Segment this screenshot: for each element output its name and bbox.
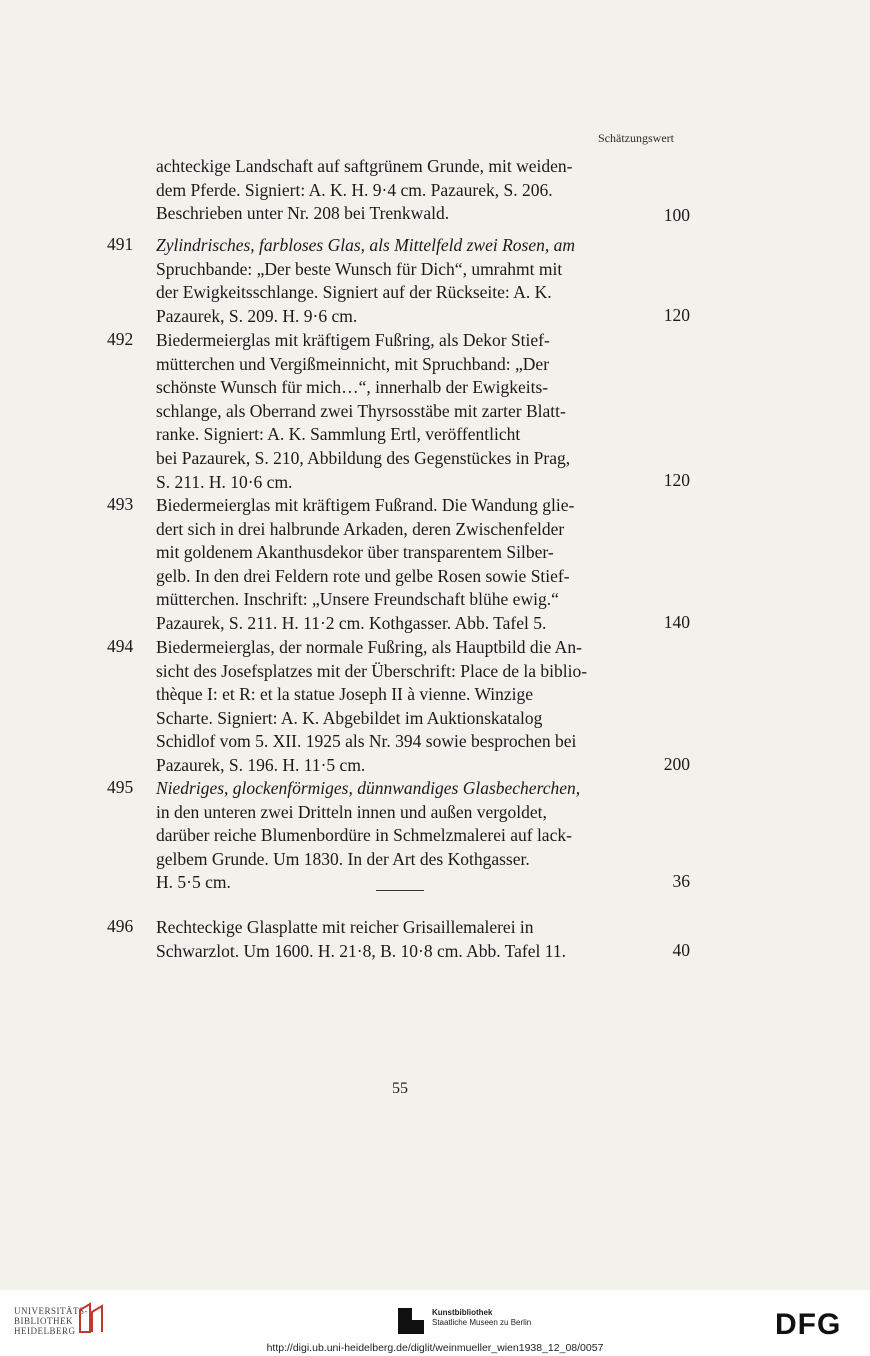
entry-line: Pazaurek, S. 209. H. 9·6 cm. bbox=[156, 305, 358, 326]
entry-number: 495 bbox=[107, 777, 134, 797]
entry-text bbox=[156, 234, 634, 328]
entry-text bbox=[156, 329, 634, 494]
entry-line: ranke. Signiert: A. K. Sammlung Ertl, veröffentlicht bbox=[156, 424, 521, 445]
entry-text bbox=[156, 916, 634, 963]
dfg-logo: DFG bbox=[775, 1308, 842, 1341]
entry-line: Niedriges, glockenförmiges, dünnwandiges Glasbecherchen, bbox=[156, 778, 581, 798]
entry-line: Schwarzlot. Um 1600. H. 21·8, B. 10·8 cm. Abb. Tafel 11. bbox=[156, 940, 566, 961]
entry-number: 494 bbox=[107, 636, 134, 656]
university-line: UNIVERSITÄTS- bbox=[14, 1306, 88, 1316]
entry-line: in den unteren zwei Dritteln innen und außen vergoldet, bbox=[156, 801, 547, 822]
entry-price: 36 bbox=[672, 871, 690, 891]
entry-line: Rechteckige Glasplatte mit reicher Grisaillemalerei in bbox=[156, 917, 534, 937]
entry-line: Zylindrisches, farbloses Glas, als Mittelfeld zwei Rosen, am bbox=[156, 235, 576, 255]
entry-line: mütterchen und Vergißmeinnicht, mit Spruchband: „Der bbox=[156, 353, 550, 374]
entry-line: H. 5·5 cm. bbox=[156, 872, 231, 893]
entry-price: 200 bbox=[663, 754, 690, 774]
entry-line: Spruchbande: „Der beste Wunsch für Dich“, umrahmt mit bbox=[156, 258, 563, 279]
entry-line: schönste Wunsch für mich…“, innerhalb der Ewigkeits- bbox=[156, 377, 549, 398]
kunstbibliothek-logo-icon bbox=[398, 1308, 424, 1334]
university-line: HEIDELBERG bbox=[14, 1326, 76, 1336]
entry-line: sicht des Josefsplatzes mit der Überschrift: Place de la biblio- bbox=[156, 660, 588, 681]
entry-line: Biedermeierglas mit kräftigem Fußring, als Dekor Stief- bbox=[156, 330, 550, 350]
entry-line: dert sich in drei halbrunde Arkaden, deren Zwischenfelder bbox=[156, 518, 565, 539]
entry-line: Scharte. Signiert: A. K. Abgebildet im Auktionskatalog bbox=[156, 707, 543, 728]
university-logo-icon bbox=[76, 1302, 106, 1336]
source-url-link[interactable]: http://digi.ub.uni-heidelberg.de/diglit/weinmueller_wien1938_12_08/0057 bbox=[266, 1342, 604, 1354]
entry-text bbox=[156, 155, 634, 226]
column-header: Schätzungswert bbox=[598, 131, 674, 145]
kunstbibliothek-logo-text bbox=[432, 1308, 531, 1328]
university-line: BIBLIOTHEK bbox=[14, 1316, 73, 1326]
entry-line: bei Pazaurek, S. 210, Abbildung des Gegenstückes in Prag, bbox=[156, 447, 571, 468]
entry-price: 140 bbox=[663, 612, 690, 632]
section-divider bbox=[376, 890, 424, 891]
museum-name: Staatliche Museen zu Berlin bbox=[432, 1318, 532, 1327]
entry-line: Biedermeierglas, der normale Fußring, als Hauptbild die An- bbox=[156, 637, 582, 657]
entry-line: schlange, als Oberrand zwei Thyrsosstäbe mit zarter Blatt- bbox=[156, 400, 566, 421]
entry-text bbox=[156, 494, 634, 636]
entry-text bbox=[156, 636, 634, 778]
entry-line: mit goldenem Akanthusdekor über transparentem Silber- bbox=[156, 542, 554, 563]
entry-line: achteckige Landschaft auf saftgrünem Grunde, mit weiden- bbox=[156, 156, 573, 176]
entry-line: dem Pferde. Signiert: A. K. H. 9·4 cm. Pazaurek, S. 206. bbox=[156, 179, 553, 200]
entry-price: 100 bbox=[663, 205, 690, 225]
page-number: 55 bbox=[392, 1080, 408, 1097]
entry-line: gelb. In den drei Feldern rote und gelbe Rosen sowie Stief- bbox=[156, 565, 570, 586]
entry-line: der Ewigkeitsschlange. Signiert auf der Rückseite: A. K. bbox=[156, 282, 552, 303]
entry-line: gelbem Grunde. Um 1830. In der Art des Kothgasser. bbox=[156, 848, 530, 869]
entry-line: Biedermeierglas mit kräftigem Fußrand. Die Wandung glie- bbox=[156, 495, 575, 515]
entry-number: 492 bbox=[107, 329, 134, 349]
entry-line: Pazaurek, S. 211. H. 11·2 cm. Kothgasser. Abb. Tafel 5. bbox=[156, 612, 547, 633]
entry-line: Pazaurek, S. 196. H. 11·5 cm. bbox=[156, 754, 366, 775]
entry-price: 120 bbox=[663, 470, 690, 490]
entry-number: 491 bbox=[107, 234, 134, 254]
entry-line: Beschrieben unter Nr. 208 bei Trenkwald. bbox=[156, 203, 450, 224]
entry-line: mütterchen. Inschrift: „Unsere Freundschaft blühe ewig.“ bbox=[156, 589, 559, 610]
entry-line: darüber reiche Blumenbordüre in Schmelzmalerei auf lack- bbox=[156, 825, 572, 846]
entry-number: 496 bbox=[107, 916, 134, 936]
footer-bar bbox=[0, 1290, 870, 1356]
entry-price: 40 bbox=[672, 940, 690, 960]
entry-line: S. 211. H. 10·6 cm. bbox=[156, 471, 293, 492]
entry-number: 493 bbox=[107, 494, 134, 514]
kunstbibliothek-name: Kunstbibliothek bbox=[432, 1308, 493, 1317]
entry-line: Schidlof vom 5. XII. 1925 als Nr. 394 sowie besprochen bei bbox=[156, 731, 577, 752]
entry-text bbox=[156, 777, 634, 895]
entry-line: thèque I: et R: et la statue Joseph II à vienne. Winzige bbox=[156, 684, 534, 705]
entry-price: 120 bbox=[663, 305, 690, 325]
